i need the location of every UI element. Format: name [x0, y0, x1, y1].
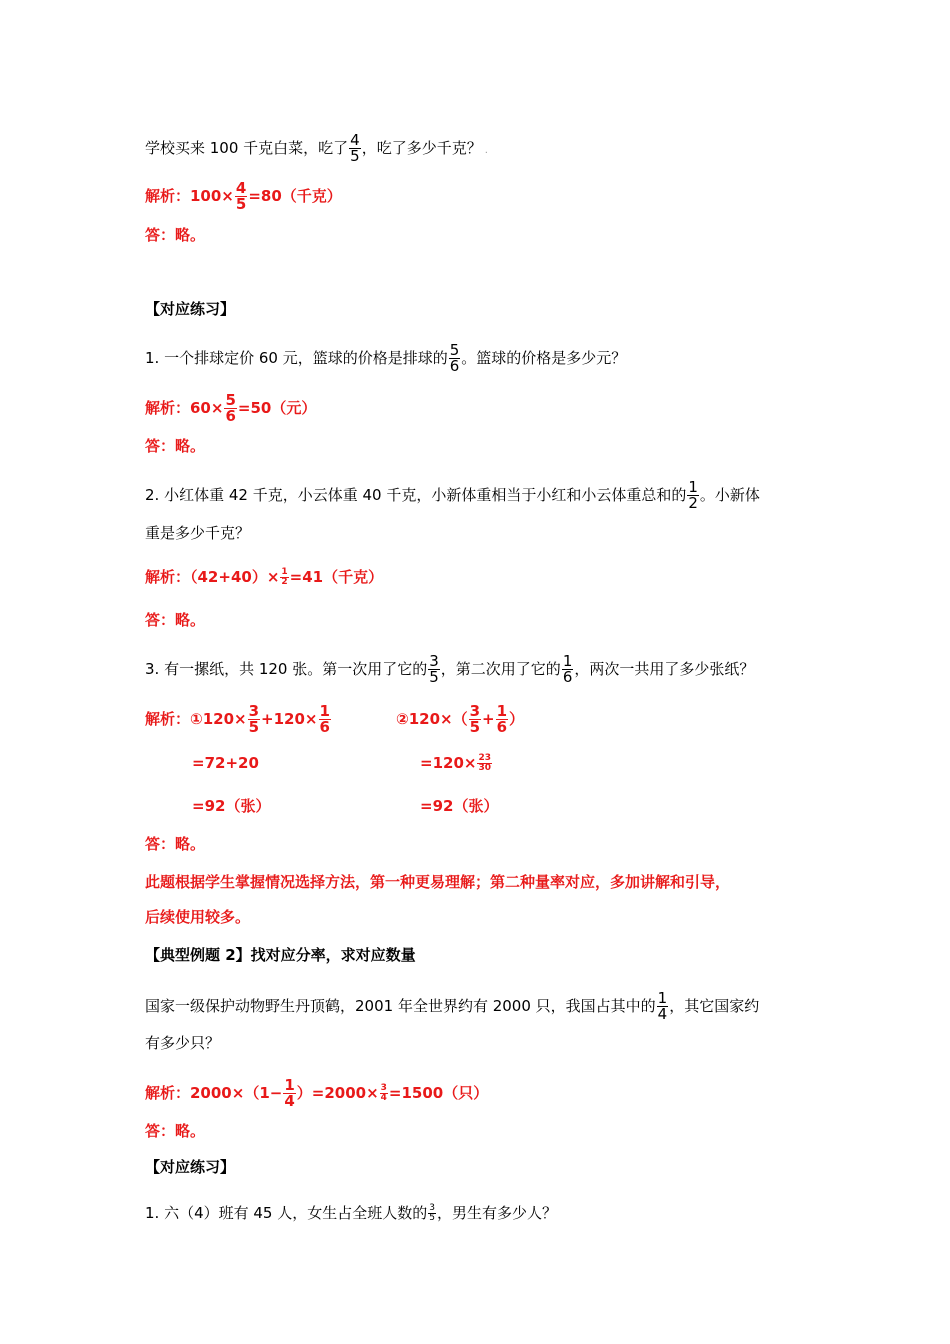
practice2-q1: 1. 六（4）班有 45 人，女生占全班人数的 $\frac{3}{5}$ ，男生有多少人？ — [145, 1203, 557, 1223]
fraction: $\frac{1}{2}$ — [281, 567, 288, 587]
example1-question: 学校买来 100 千克白菜，吃了 $\frac{4}{5}$ ，吃了多少千克？ . — [145, 131, 488, 165]
practice2-heading: 【对应练习】 — [145, 1158, 236, 1176]
fraction: $\frac{3}{5}$ — [248, 702, 260, 736]
fraction: $\frac{3}{5}$ — [469, 702, 481, 736]
practice1-q2-line2: 重是多少千克？ — [145, 524, 251, 542]
practice1-q3-note-line2: 后续使用较多。 — [145, 908, 251, 926]
practice1-q3-m1-step2: =92（张） — [192, 797, 271, 815]
example2-question: 国家一级保护动物野生丹顶鹤，2001 年全世界约有 2000 只，我国占其中的 $\frac{1}{4}$ ，其它国家约 — [145, 989, 760, 1023]
fraction: $\frac{3}{5}$ — [429, 652, 439, 686]
practice1-q3-method2: ②120×（ $\frac{3}{5}$ + $\frac{1}{6}$ ） — [396, 702, 525, 736]
practice1-q2-answer: 答：略。 — [145, 611, 206, 629]
practice1-q3-note-line1: 此题根据学生掌握情况选择方法，第一种更易理解；第二种量率对应，多加讲解和引导， — [145, 873, 731, 891]
fraction: $\frac{3}{5}$ — [429, 1203, 435, 1223]
example2-heading: 【典型例题 2】找对应分率，求对应数量 — [145, 946, 416, 964]
fraction: $\frac{1}{6}$ — [319, 702, 330, 736]
practice1-q3-method1: 解析：①120× $\frac{3}{5}$ +120× $\frac{1}{6}$ — [145, 702, 330, 736]
practice1-q3-m2-step1: =120× $\frac{23}{30}$ — [420, 753, 491, 773]
fraction: $\frac{1}{6}$ — [562, 652, 573, 686]
practice1-q2-solution: 解析：（42+40）× $\frac{1}{2}$ =41（千克） — [145, 567, 384, 587]
example1-solution: 解析：100× $\frac{4}{5}$ =80（千克） — [145, 179, 342, 213]
example2-question-line2: 有多少只？ — [145, 1034, 221, 1052]
practice1-q1: 1. 一个排球定价 60 元，篮球的价格是排球的 $\frac{5}{6}$ 。篮球的价格是多少元？ — [145, 341, 627, 375]
practice1-q3-m1-step1: =72+20 — [192, 754, 259, 772]
example2-answer: 答：略。 — [145, 1122, 206, 1140]
fraction: $\frac{4}{5}$ — [235, 179, 247, 213]
fraction: $\frac{1}{6}$ — [496, 702, 508, 736]
practice1-q3: 3. 有一摞纸，共 120 张。第一次用了它的 $\frac{3}{5}$ ，第二次用了它的 $\frac{1}{6}$ ，两次一共用了多少张纸？ — [145, 652, 755, 686]
fraction: $\frac{4}{5}$ — [350, 131, 360, 165]
fraction: $\frac{1}{4}$ — [657, 989, 668, 1023]
example1-answer: 答：略。 — [145, 226, 206, 244]
fraction: $\frac{5}{6}$ — [225, 391, 236, 425]
practice1-q3-m2-step2: =92（张） — [420, 797, 499, 815]
fraction: $\frac{1}{2}$ — [688, 478, 698, 512]
fraction: $\frac{23}{30}$ — [478, 753, 491, 773]
example2-solution: 解析：2000×（1− $\frac{1}{4}$ ）=2000× $\frac{3}{4}$ =1500（只） — [145, 1076, 489, 1110]
fraction: $\frac{1}{4}$ — [284, 1076, 295, 1110]
practice1-q2: 2. 小红体重 42 千克，小云体重 40 千克，小新体重相当于小红和小云体重总和的 $\frac{1}{2}$ 。小新体 — [145, 478, 760, 512]
practice1-q1-answer: 答：略。 — [145, 437, 206, 455]
fraction: $\frac{3}{4}$ — [380, 1083, 387, 1103]
practice1-q3-answer: 答：略。 — [145, 835, 206, 853]
practice1-q1-solution: 解析：60× $\frac{5}{6}$ =50（元） — [145, 391, 317, 425]
practice1-heading: 【对应练习】 — [145, 300, 236, 318]
fraction: $\frac{5}{6}$ — [449, 341, 460, 375]
